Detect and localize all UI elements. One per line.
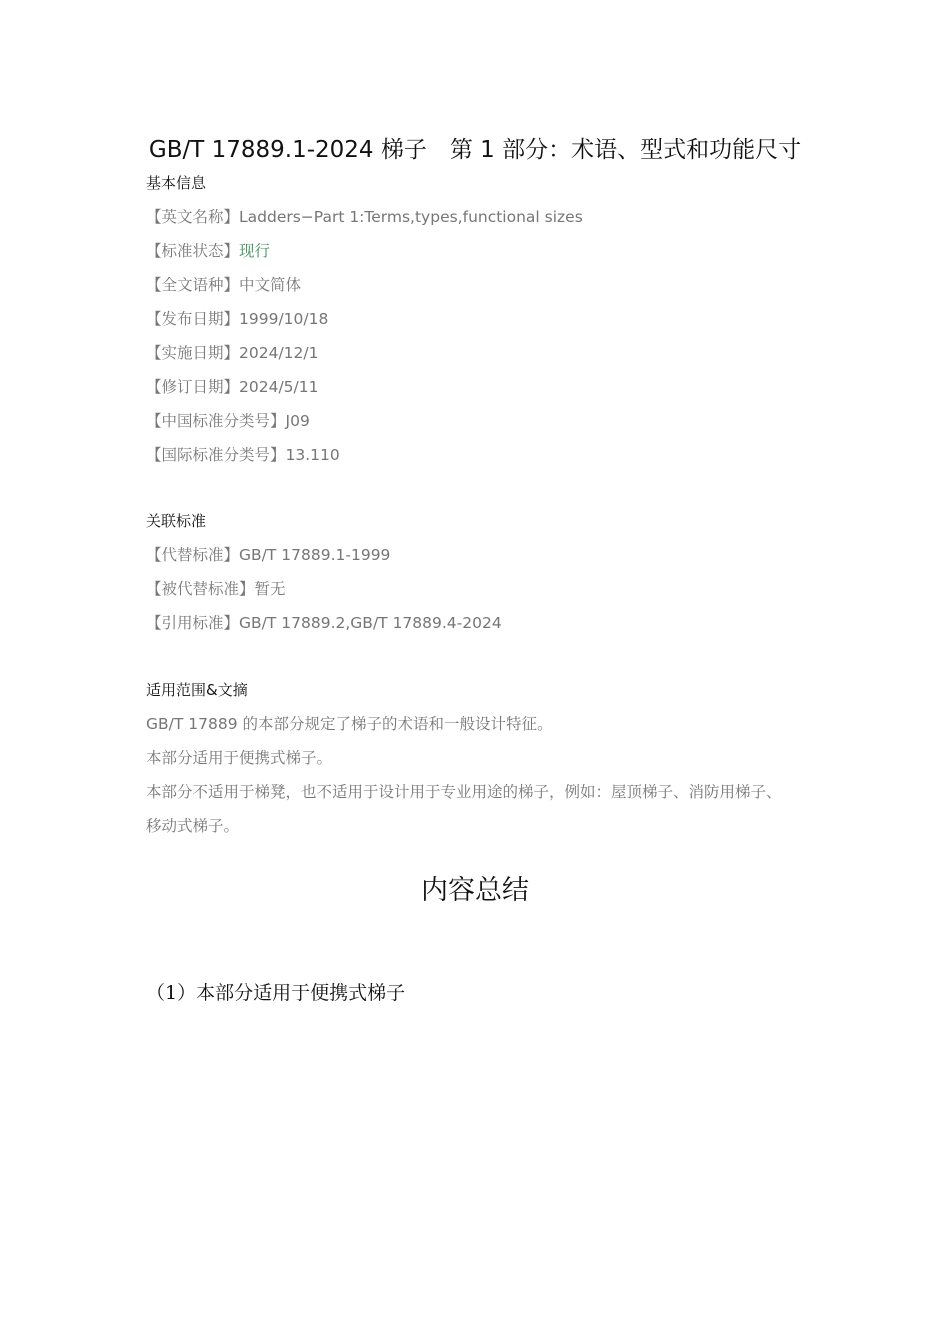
field-english-name	[146, 206, 583, 228]
field-ics-code	[146, 444, 340, 466]
scope-paragraph: 移动式梯子。	[146, 817, 240, 835]
field-ccs-code	[146, 410, 310, 432]
field-value: 暂无	[254, 580, 286, 598]
page-title: GB/T 17889.1-2024 梯子 第 1 部分：术语、型式和功能尺寸	[148, 137, 802, 163]
field-label: 【修订日期】	[146, 378, 240, 396]
field-label: 【被代替标准】	[146, 580, 255, 598]
status-badge: 现行	[239, 242, 271, 260]
field-label: 【英文名称】	[146, 208, 240, 226]
field-value: Ladders−Part 1:Terms,types,functional sizes	[239, 208, 583, 226]
basic-info-heading: 基本信息	[146, 174, 207, 192]
field-value: GB/T 17889.2,GB/T 17889.4-2024	[239, 614, 502, 632]
field-value: 2024/12/1	[239, 344, 319, 362]
field-value: 1999/10/18	[239, 310, 329, 328]
field-label: 【全文语种】	[146, 276, 240, 294]
field-value: 中文简体	[239, 276, 302, 294]
field-standard-status	[146, 240, 270, 262]
field-label: 【引用标准】	[146, 614, 240, 632]
field-referenced	[146, 612, 502, 634]
field-replaces	[146, 544, 390, 566]
field-label: 【国际标准分类号】	[146, 446, 286, 464]
summary-heading: 内容总结	[421, 875, 529, 906]
scope-paragraph: 本部分不适用于梯凳，也不适用于设计用于专业用途的梯子，例如：屋顶梯子、消防用梯子、	[146, 783, 782, 801]
scope-heading: 适用范围&文摘	[146, 681, 248, 699]
field-value: J09	[285, 412, 310, 430]
field-implement-date	[146, 342, 319, 364]
field-label: 【实施日期】	[146, 344, 240, 362]
field-value: 2024/5/11	[239, 378, 319, 396]
field-label: 【发布日期】	[146, 310, 240, 328]
summary-item: （1）本部分适用于便携式梯子	[146, 982, 406, 1004]
related-standards-heading: 关联标准	[146, 512, 207, 530]
field-label: 【标准状态】	[146, 242, 240, 260]
field-replaced-by	[146, 578, 286, 600]
field-publish-date	[146, 308, 328, 330]
field-label: 【代替标准】	[146, 546, 240, 564]
field-revision-date	[146, 376, 319, 398]
field-value: GB/T 17889.1-1999	[239, 546, 391, 564]
field-value: 13.110	[285, 446, 340, 464]
scope-paragraph: 本部分适用于便携式梯子。	[146, 749, 333, 767]
scope-paragraph: GB/T 17889 的本部分规定了梯子的术语和一般设计特征。	[146, 715, 553, 733]
field-language	[146, 274, 301, 296]
field-label: 【中国标准分类号】	[146, 412, 286, 430]
